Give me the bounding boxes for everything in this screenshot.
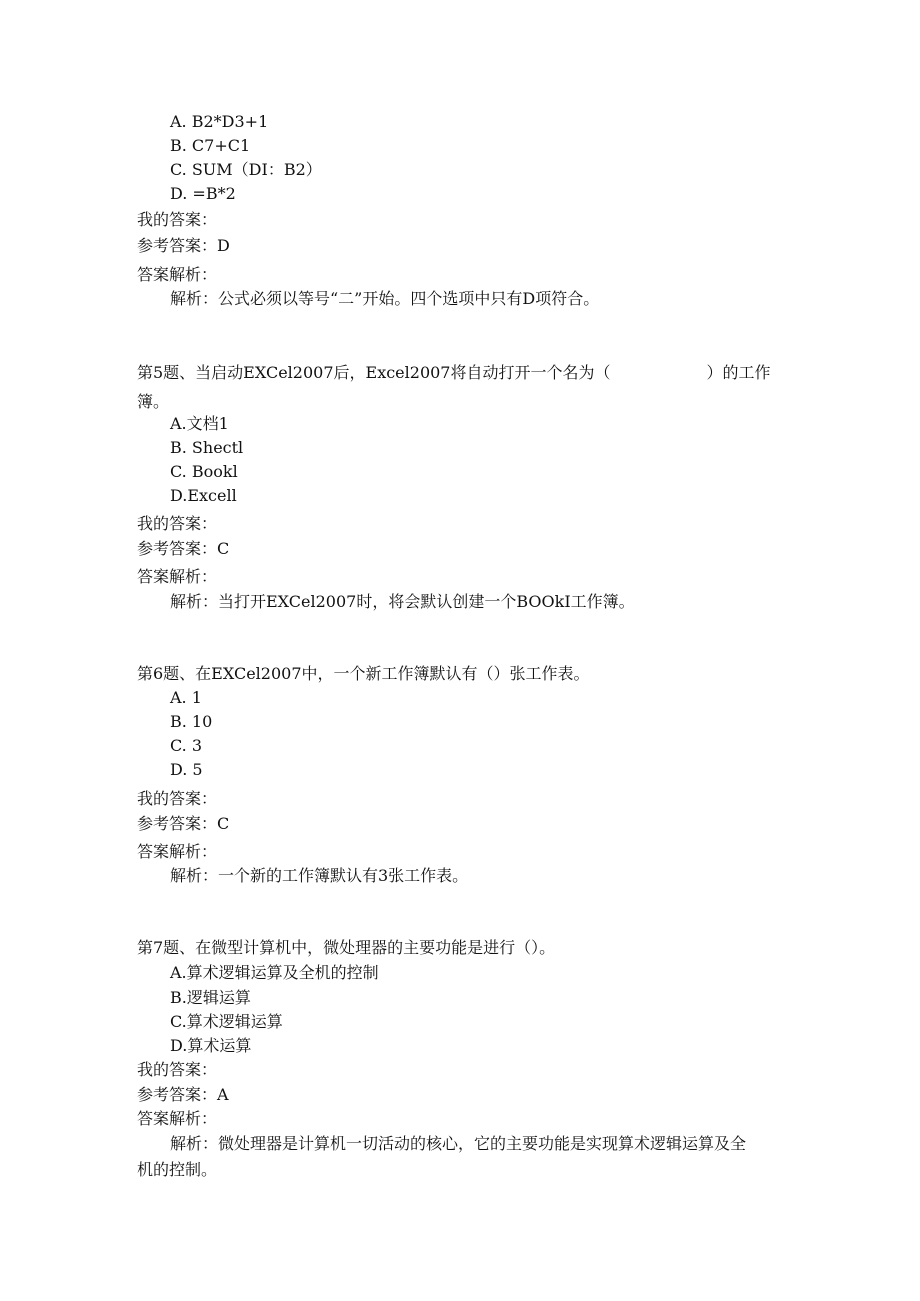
q6-analysis-label: 答案解析：: [137, 842, 218, 861]
q7-option-d: D.算术运算: [170, 1036, 252, 1055]
q6-option-d: D. 5: [170, 760, 203, 779]
q7-analysis-line1: 解析：微处理器是计算机一切活动的核心，它的主要功能是实现算术逻辑运算及全: [170, 1134, 747, 1153]
q6-stem: 第6题、在EXCel2007中，一个新工作簿默认有（）张工作表。: [137, 664, 590, 683]
q7-option-b: B.逻辑运算: [170, 988, 251, 1007]
q5-my-answer: 我的答案：: [137, 514, 218, 533]
q7-analysis-label: 答案解析：: [137, 1109, 218, 1128]
q7-analysis-line2: 机的控制。: [137, 1160, 218, 1179]
q5-stem-line2: 簿。: [137, 392, 170, 411]
q5-stem-line1: 第5题、当启动EXCel2007后，Excel2007将自动打开一个名为（ ）的工作: [137, 363, 771, 382]
q4-my-answer: 我的答案：: [137, 210, 218, 229]
q6-option-c: C. 3: [170, 736, 203, 755]
q5-analysis: 解析：当打开EXCel2007时，将会默认创建一个BOOkI工作簿。: [170, 592, 635, 611]
q4-option-b: B. C7+C1: [170, 136, 251, 155]
q4-analysis: 解析：公式必须以等号“二”开始。四个选项中只有D项符合。: [170, 289, 600, 308]
q7-my-answer: 我的答案：: [137, 1060, 218, 1079]
q6-my-answer: 我的答案：: [137, 789, 218, 808]
q5-option-c: C. Bookl: [170, 462, 238, 481]
q6-analysis: 解析：一个新的工作簿默认有3张工作表。: [170, 866, 469, 885]
q7-option-c: C.算术逻辑运算: [170, 1012, 283, 1031]
q5-option-b: B. Shectl: [170, 438, 244, 457]
q5-option-a: A.文档1: [170, 414, 229, 433]
q5-option-d: D.Excell: [170, 486, 237, 505]
q4-option-a: A. B2*D3+1: [170, 112, 269, 131]
q7-option-a: A.算术逻辑运算及全机的控制: [170, 963, 379, 982]
q7-reference-answer: 参考答案：A: [137, 1085, 229, 1104]
q5-reference-answer: 参考答案：C: [137, 539, 230, 558]
q7-stem: 第7题、在微型计算机中，微处理器的主要功能是进行（）。: [137, 938, 556, 957]
q4-analysis-label: 答案解析：: [137, 265, 218, 284]
q6-option-a: A. 1: [170, 688, 202, 707]
q4-option-d: D. =B*2: [170, 184, 236, 203]
q4-reference-answer: 参考答案：D: [137, 236, 230, 255]
q6-option-b: B. 10: [170, 712, 213, 731]
q6-reference-answer: 参考答案：C: [137, 814, 230, 833]
q5-analysis-label: 答案解析：: [137, 567, 218, 586]
q4-option-c: C. SUM（DI：B2）: [170, 160, 322, 179]
